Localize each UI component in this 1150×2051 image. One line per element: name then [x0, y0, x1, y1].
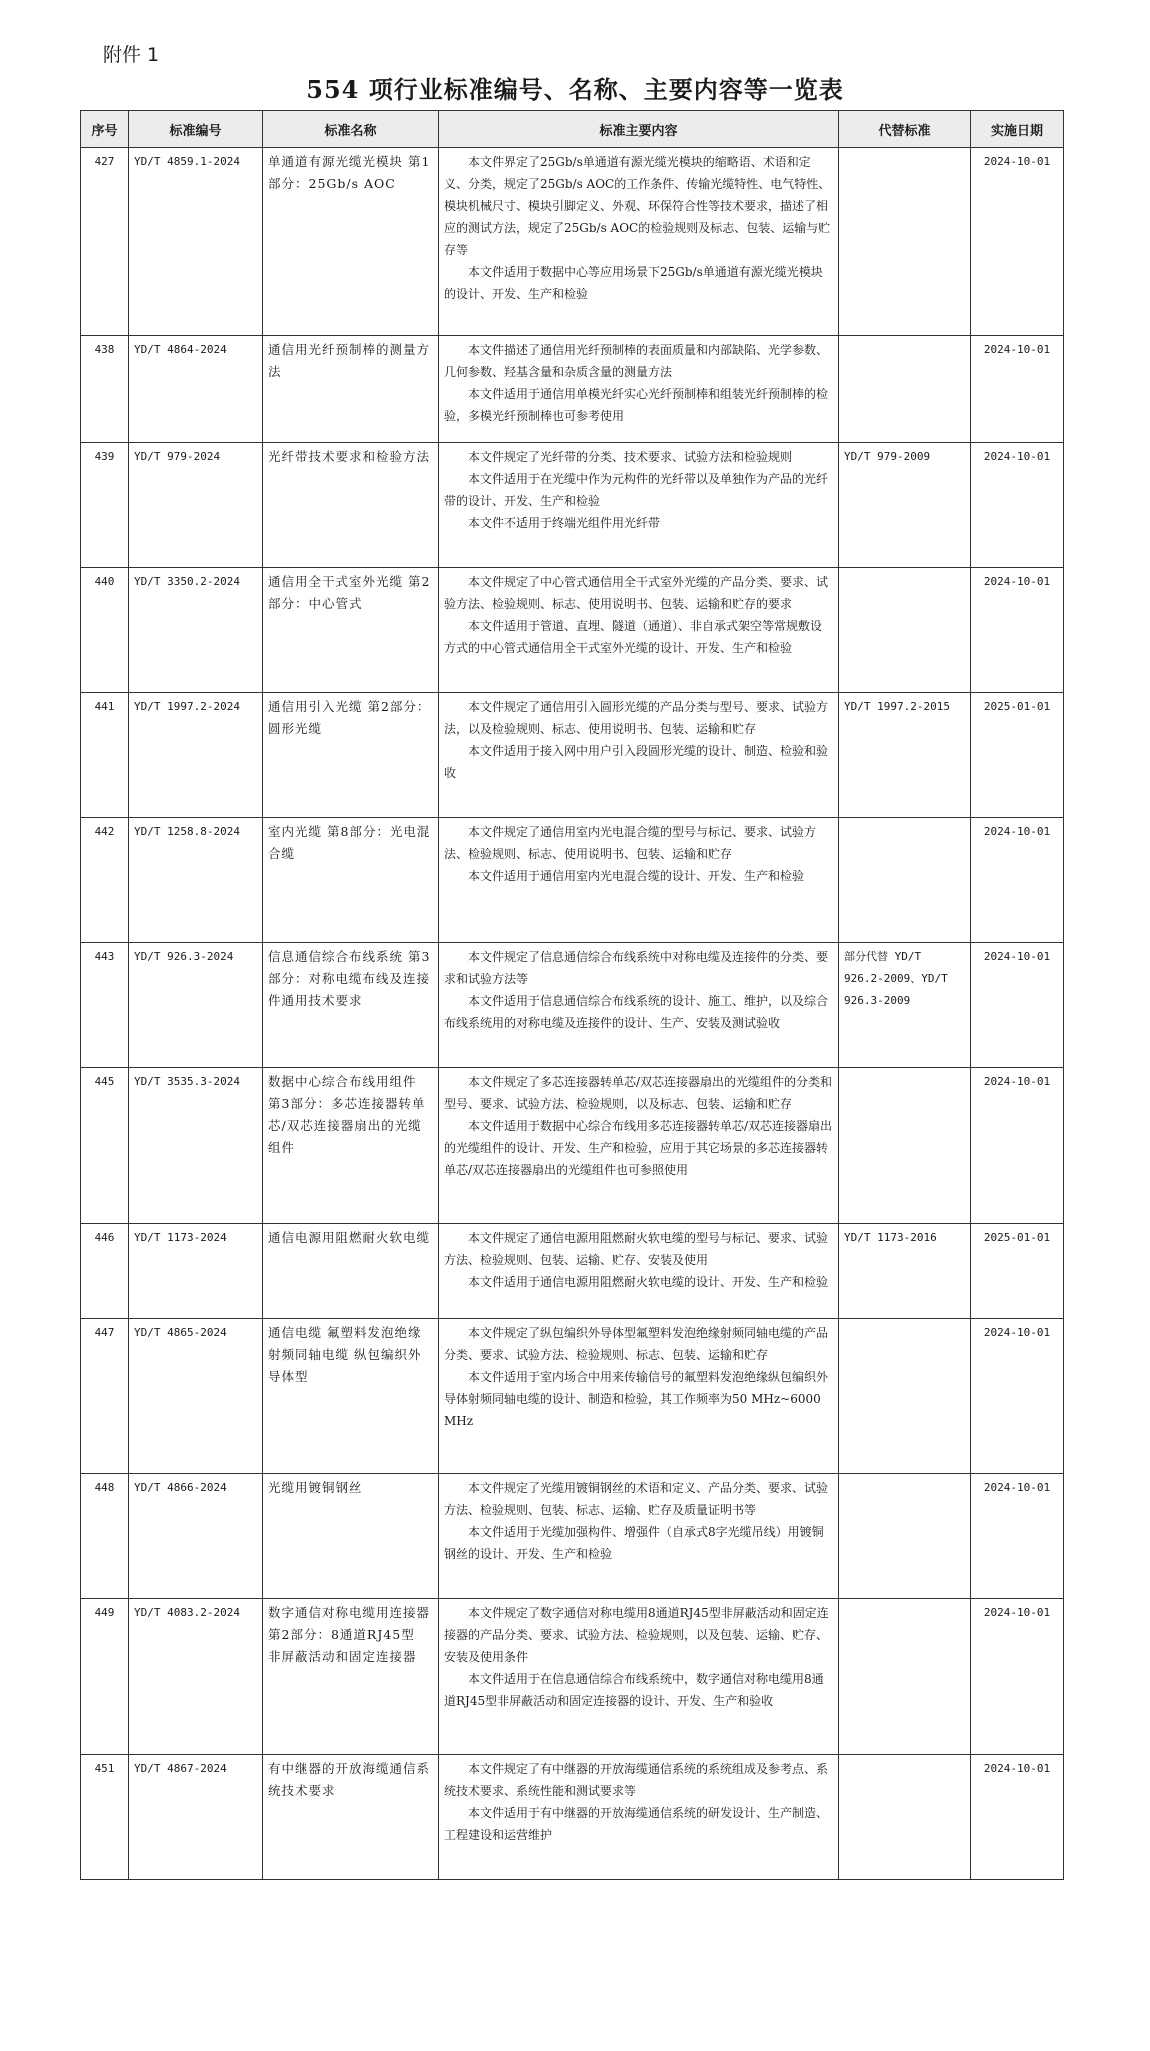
cell-effective-date: 2024-10-01	[971, 1755, 1064, 1880]
cell-standard-code: YD/T 3350.2-2024	[129, 568, 263, 693]
cell-standard-name: 通信电缆 氟塑料发泡绝缘射频同轴电缆 纵包编织外导体型	[263, 1319, 439, 1474]
cell-serial-number: 438	[81, 336, 129, 443]
cell-effective-date: 2024-10-01	[971, 568, 1064, 693]
content-paragraph: 本文件规定了通信电源用阻燃耐火软电缆的型号与标记、要求、试验方法、检验规则、包装、运输、贮存、安装及使用	[444, 1231, 829, 1267]
table-row	[81, 1755, 1064, 1880]
cell-main-content	[439, 1068, 839, 1224]
column-header-replace: 代替标准	[839, 111, 971, 148]
cell-replaced-standard	[839, 1599, 971, 1755]
content-paragraph: 本文件适用于数据中心等应用场景下25Gb/s单通道有源光缆光模块的设计、开发、生产和检验	[444, 265, 823, 301]
cell-serial-number: 451	[81, 1755, 129, 1880]
cell-standard-code: YD/T 926.3-2024	[129, 943, 263, 1068]
table-row	[81, 818, 1064, 943]
content-paragraph: 本文件规定了信息通信综合布线系统中对称电缆及连接件的分类、要求和试验方法等	[444, 950, 829, 986]
cell-standard-code: YD/T 3535.3-2024	[129, 1068, 263, 1224]
cell-replaced-standard: YD/T 1997.2-2015	[839, 693, 971, 818]
content-paragraph: 本文件不适用于终端光组件用光纤带	[468, 516, 661, 530]
table-row	[81, 443, 1064, 568]
cell-replaced-standard	[839, 1319, 971, 1474]
cell-standard-code: YD/T 4864-2024	[129, 336, 263, 443]
cell-replaced-standard	[839, 818, 971, 943]
table-row	[81, 568, 1064, 693]
content-paragraph: 本文件适用于在光缆中作为元构件的光纤带以及单独作为产品的光纤带的设计、开发、生产和检验	[444, 472, 829, 508]
cell-standard-name: 通信用引入光缆 第2部分：圆形光缆	[263, 693, 439, 818]
table-row	[81, 1224, 1064, 1319]
cell-main-content	[439, 693, 839, 818]
cell-standard-code: YD/T 4859.1-2024	[129, 148, 263, 336]
cell-serial-number: 445	[81, 1068, 129, 1224]
cell-effective-date: 2024-10-01	[971, 1068, 1064, 1224]
cell-main-content	[439, 943, 839, 1068]
cell-serial-number: 439	[81, 443, 129, 568]
column-header-no: 序号	[81, 111, 129, 148]
cell-main-content	[439, 1474, 839, 1599]
cell-serial-number: 440	[81, 568, 129, 693]
table-row	[81, 148, 1064, 336]
cell-main-content	[439, 1224, 839, 1319]
cell-standard-code: YD/T 979-2024	[129, 443, 263, 568]
cell-effective-date: 2024-10-01	[971, 1474, 1064, 1599]
table-row	[81, 693, 1064, 818]
content-paragraph: 本文件适用于数据中心综合布线用多芯连接器转单芯/双芯连接器扇出的光缆组件的设计、开发、生产和检验，应用于其它场景的多芯连接器转单芯/双芯连接器扇出的光缆组件也可参照使用	[444, 1119, 833, 1177]
content-paragraph: 本文件适用于通信电源用阻燃耐火软电缆的设计、开发、生产和检验	[468, 1275, 829, 1289]
content-paragraph: 本文件规定了光纤带的分类、技术要求、试验方法和检验规则	[468, 450, 793, 464]
cell-serial-number: 441	[81, 693, 129, 818]
content-paragraph: 本文件描述了通信用光纤预制棒的表面质量和内部缺陷、光学参数、几何参数、羟基含量和杂质含量的测量方法	[444, 343, 829, 379]
cell-standard-name: 信息通信综合布线系统 第3部分：对称电缆布线及连接件通用技术要求	[263, 943, 439, 1068]
cell-main-content	[439, 1319, 839, 1474]
cell-replaced-standard: YD/T 1173-2016	[839, 1224, 971, 1319]
cell-main-content	[439, 568, 839, 693]
cell-standard-name: 数据中心综合布线用组件 第3部分：多芯连接器转单芯/双芯连接器扇出的光缆组件	[263, 1068, 439, 1224]
cell-standard-name: 通信用全干式室外光缆 第2部分：中心管式	[263, 568, 439, 693]
cell-main-content	[439, 336, 839, 443]
cell-effective-date: 2024-10-01	[971, 943, 1064, 1068]
cell-replaced-standard	[839, 1755, 971, 1880]
content-paragraph: 本文件规定了多芯连接器转单芯/双芯连接器扇出的光缆组件的分类和型号、要求、试验方法、检验规则，以及标志、包装、运输和贮存	[444, 1075, 833, 1111]
column-header-content: 标准主要内容	[439, 111, 839, 148]
cell-effective-date: 2025-01-01	[971, 1224, 1064, 1319]
cell-main-content	[439, 443, 839, 568]
cell-standard-name: 通信用光纤预制棒的测量方法	[263, 336, 439, 443]
cell-standard-name: 室内光缆 第8部分：光电混合缆	[263, 818, 439, 943]
table-row	[81, 1474, 1064, 1599]
cell-effective-date: 2024-10-01	[971, 443, 1064, 568]
cell-replaced-standard: YD/T 979-2009	[839, 443, 971, 568]
cell-standard-code: YD/T 1173-2024	[129, 1224, 263, 1319]
content-paragraph: 本文件适用于光缆加强构件、增强件（自承式8字光缆吊线）用镀铜钢丝的设计、开发、生产和检验	[444, 1525, 824, 1561]
cell-effective-date: 2024-10-01	[971, 818, 1064, 943]
table-row	[81, 1599, 1064, 1755]
cell-main-content	[439, 1755, 839, 1880]
cell-replaced-standard: 部分代替 YD/T 926.2-2009、YD/T 926.3-2009	[839, 943, 971, 1068]
cell-serial-number: 447	[81, 1319, 129, 1474]
cell-effective-date: 2024-10-01	[971, 1319, 1064, 1474]
cell-serial-number: 442	[81, 818, 129, 943]
cell-replaced-standard	[839, 148, 971, 336]
cell-serial-number: 443	[81, 943, 129, 1068]
content-paragraph: 本文件规定了有中继器的开放海缆通信系统的系统组成及参考点、系统技术要求、系统性能和测试要求等	[444, 1762, 829, 1798]
standards-table	[80, 110, 1064, 1880]
content-paragraph: 本文件界定了25Gb/s单通道有源光缆光模块的缩略语、术语和定义、分类，规定了25Gb/s AOC的工作条件、传输光缆特性、电气特性、模块机械尺寸、模块引脚定义、外观、环保符合性等技术要求，描述了相应的测试方法，规定了25Gb/s AOC的检验规则及标志、包装、运输与贮存等	[444, 155, 831, 257]
cell-effective-date: 2025-01-01	[971, 693, 1064, 818]
content-paragraph: 本文件规定了纵包编织外导体型氟塑料发泡绝缘射频同轴电缆的产品分类、要求、试验方法、检验规则、标志、包装、运输和贮存	[444, 1326, 829, 1362]
content-paragraph: 本文件适用于有中继器的开放海缆通信系统的研发设计、生产制造、工程建设和运营维护	[444, 1806, 829, 1842]
table-row	[81, 1319, 1064, 1474]
content-paragraph: 本文件适用于接入网中用户引入段圆形光缆的设计、制造、检验和验收	[444, 744, 829, 780]
cell-effective-date: 2024-10-01	[971, 148, 1064, 336]
content-paragraph: 本文件适用于管道、直埋、隧道（通道）、非自承式架空等常规敷设方式的中心管式通信用全干式室外光缆的设计、开发、生产和检验	[444, 619, 823, 655]
content-paragraph: 本文件规定了数字通信对称电缆用8通道RJ45型非屏蔽活动和固定连接器的产品分类、要求、试验方法、检验规则，以及包装、运输、贮存、安装及使用条件	[444, 1606, 829, 1664]
cell-replaced-standard	[839, 568, 971, 693]
cell-effective-date: 2024-10-01	[971, 1599, 1064, 1755]
cell-standard-name: 有中继器的开放海缆通信系统技术要求	[263, 1755, 439, 1880]
cell-serial-number: 446	[81, 1224, 129, 1319]
table-row	[81, 943, 1064, 1068]
cell-replaced-standard	[839, 336, 971, 443]
attachment-label: 附件 1	[103, 44, 160, 66]
table-row	[81, 1068, 1064, 1224]
cell-main-content	[439, 818, 839, 943]
content-paragraph: 本文件适用于室内场合中用来传输信号的氟塑料发泡绝缘纵包编织外导体射频同轴电缆的设计、制造和检验，其工作频率为50 MHz~6000 MHz	[444, 1370, 829, 1428]
content-paragraph: 本文件适用于通信用室内光电混合缆的设计、开发、生产和检验	[468, 869, 805, 883]
column-header-date: 实施日期	[971, 111, 1064, 148]
table-header-row	[81, 111, 1064, 148]
column-header-name: 标准名称	[263, 111, 439, 148]
cell-serial-number: 448	[81, 1474, 129, 1599]
cell-standard-code: YD/T 1258.8-2024	[129, 818, 263, 943]
cell-standard-code: YD/T 1997.2-2024	[129, 693, 263, 818]
content-paragraph: 本文件适用于信息通信综合布线系统的设计、施工、维护，以及综合布线系统用的对称电缆及连接件的设计、生产、安装及测试验收	[444, 994, 829, 1030]
cell-standard-name: 通信电源用阻燃耐火软电缆	[263, 1224, 439, 1319]
cell-standard-code: YD/T 4865-2024	[129, 1319, 263, 1474]
cell-serial-number: 449	[81, 1599, 129, 1755]
content-paragraph: 本文件规定了光缆用镀铜钢丝的术语和定义、产品分类、要求、试验方法、检验规则、包装、标志、运输、贮存及质量证明书等	[444, 1481, 829, 1517]
cell-main-content	[439, 1599, 839, 1755]
cell-main-content	[439, 148, 839, 336]
content-paragraph: 本文件规定了通信用室内光电混合缆的型号与标记、要求、试验方法、检验规则、标志、使用说明书、包装、运输和贮存	[444, 825, 817, 861]
cell-effective-date: 2024-10-01	[971, 336, 1064, 443]
column-header-code: 标准编号	[129, 111, 263, 148]
cell-standard-name: 光缆用镀铜钢丝	[263, 1474, 439, 1599]
content-paragraph: 本文件规定了通信用引入圆形光缆的产品分类与型号、要求、试验方法，以及检验规则、标志、使用说明书、包装、运输和贮存	[444, 700, 829, 736]
content-paragraph: 本文件适用于通信用单模光纤实心光纤预制棒和组装光纤预制棒的检验，多模光纤预制棒也可参考使用	[444, 387, 829, 423]
cell-standard-code: YD/T 4866-2024	[129, 1474, 263, 1599]
cell-replaced-standard	[839, 1068, 971, 1224]
cell-standard-name: 单通道有源光缆光模块 第1部分：25Gb/s AOC	[263, 148, 439, 336]
cell-standard-code: YD/T 4083.2-2024	[129, 1599, 263, 1755]
content-paragraph: 本文件规定了中心管式通信用全干式室外光缆的产品分类、要求、试验方法、检验规则、标志、使用说明书、包装、运输和贮存的要求	[444, 575, 829, 611]
content-paragraph: 本文件适用于在信息通信综合布线系统中，数字通信对称电缆用8通道RJ45型非屏蔽活动和固定连接器的设计、开发、生产和验收	[444, 1672, 824, 1708]
cell-standard-name: 数字通信对称电缆用连接器 第2部分：8通道RJ45型 非屏蔽活动和固定连接器	[263, 1599, 439, 1755]
cell-serial-number: 427	[81, 148, 129, 336]
cell-standard-code: YD/T 4867-2024	[129, 1755, 263, 1880]
table-row	[81, 336, 1064, 443]
cell-standard-name: 光纤带技术要求和检验方法	[263, 443, 439, 568]
document-title: 554 项行业标准编号、名称、主要内容等一览表	[306, 75, 844, 104]
cell-replaced-standard	[839, 1474, 971, 1599]
